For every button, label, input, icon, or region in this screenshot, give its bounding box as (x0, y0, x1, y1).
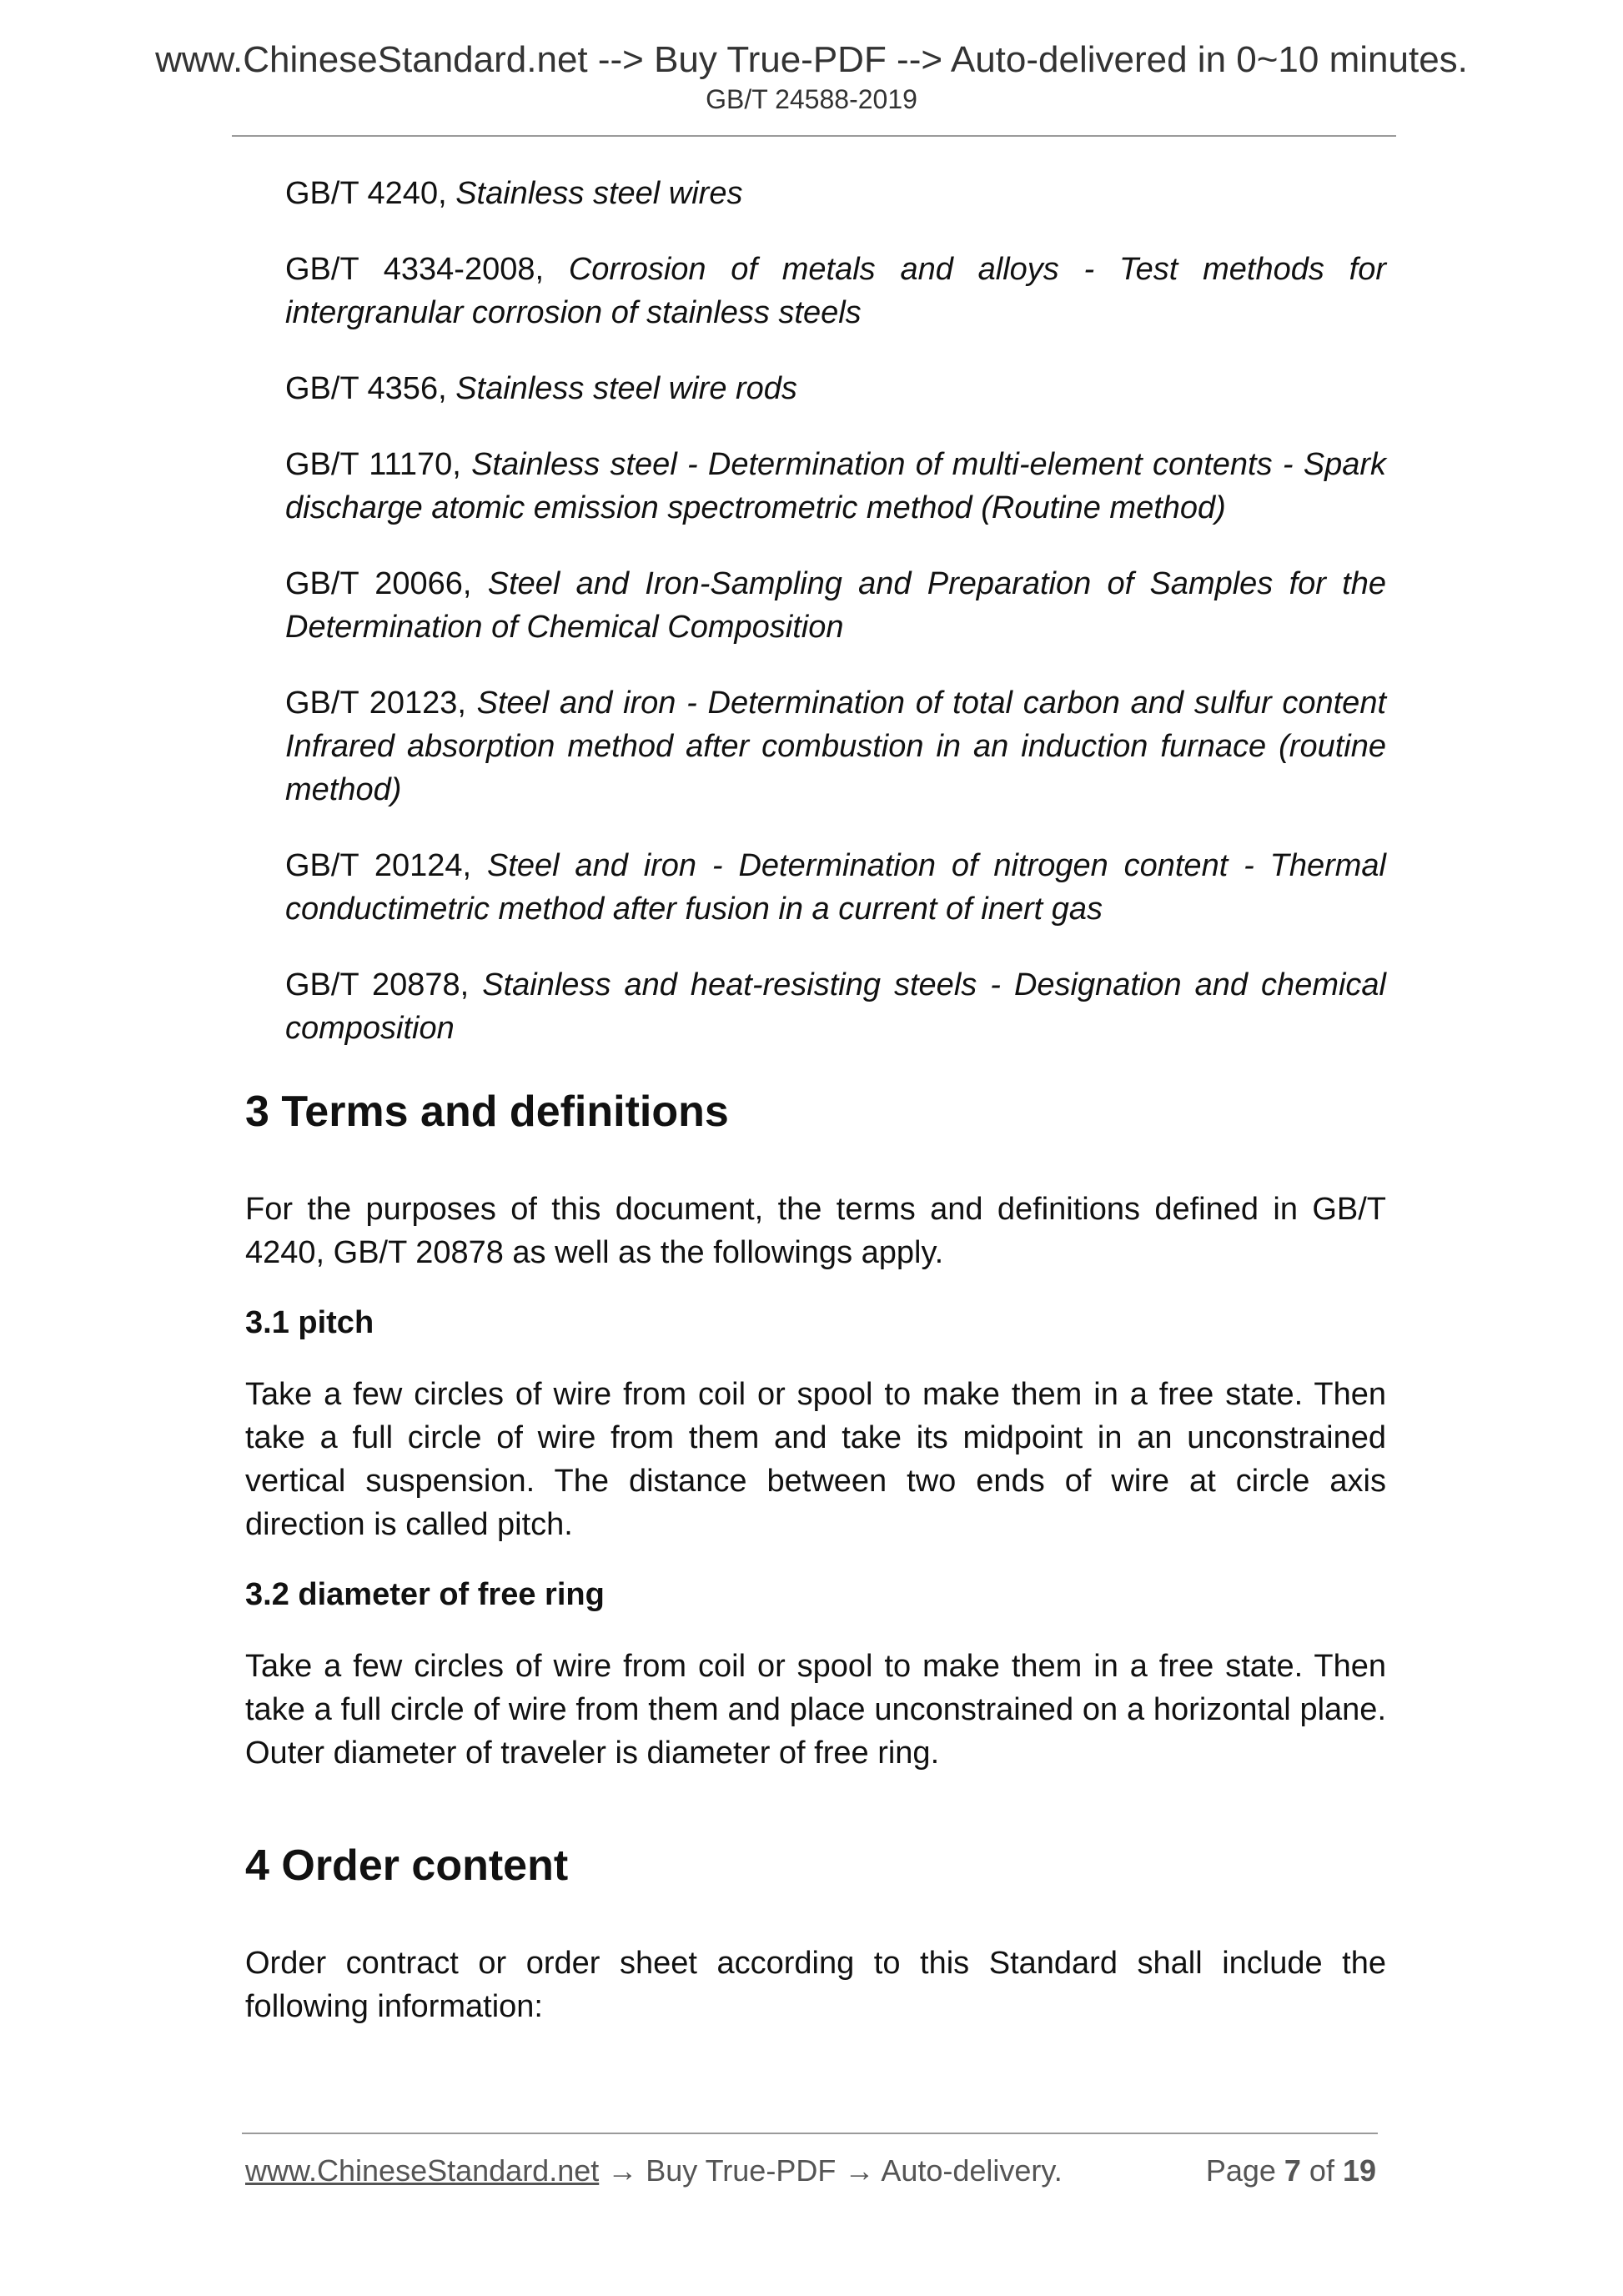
section-4-text: Order contract or order sheet according to this Standard shall include the following information: (245, 1945, 1386, 2024)
reference-item (285, 248, 1386, 334)
main-content (245, 1086, 1386, 2058)
footer-tagline: → Buy True-PDF → Auto-delivery. (599, 2153, 1063, 2188)
term-3-2-heading: 3.2 diameter of free ring (245, 1576, 605, 1612)
reference-title: Stainless steel wire rods (455, 371, 797, 406)
reference-item (285, 443, 1386, 530)
top-banner: www.ChineseStandard.net --> Buy True-PDF --> Auto-delivered in 0~10 minutes. (155, 39, 1468, 80)
reference-item (285, 681, 1386, 811)
reference-item (285, 367, 1386, 410)
section-4-heading: 4 Order content (245, 1841, 569, 1890)
reference-code: GB/T 4240, (285, 176, 456, 211)
reference-title: Stainless and heat-resisting steels - Designation and chemical composition (285, 967, 1387, 1046)
page-label: Page (1205, 2153, 1284, 2188)
header-divider (232, 135, 1396, 137)
reference-code: GB/T 20066, (285, 566, 488, 601)
reference-code: GB/T 20124, (285, 848, 487, 883)
reference-title: Stainless steel wires (455, 176, 743, 211)
page-footer (245, 2153, 1376, 2188)
page-number (1205, 2153, 1376, 2188)
section-3-intro: For the purposes of this document, the terms and definitions defined in GB/T 4240, GB/T 20878 as well as the followings apply. (245, 1192, 1386, 1271)
reference-title: Corrosion of metals and alloys - Test methods for intergranular corrosion of stainless steels (285, 252, 1386, 330)
reference-code: GB/T 4356, (285, 371, 456, 406)
section-3-heading: 3 Terms and definitions (245, 1088, 729, 1136)
reference-item (285, 172, 1386, 215)
reference-item (285, 963, 1386, 1050)
reference-code: GB/T 20123, (285, 686, 477, 721)
reference-title: Steel and iron - Determination of total carbon and sulfur content Infrared absorption method after combustion in an induction furnace (routine method) (285, 686, 1387, 807)
reference-code: GB/T 11170, (285, 447, 472, 482)
reference-title: Steel and Iron-Sampling and Preparation of Samples for the Determination of Chemical Composition (285, 566, 1387, 645)
term-3-2-definition: Take a few circles of wire from coil or spool to make them in a free state. Then take a full circle of wire from them and place unconstrained on a horizontal plane. Outer diameter of traveler is diameter of free ring. (245, 1648, 1386, 1771)
footer-divider (242, 2133, 1378, 2134)
reference-item (285, 844, 1386, 931)
reference-code: GB/T 4334-2008, (285, 252, 569, 287)
normative-references-list (285, 172, 1386, 1083)
reference-title: Stainless steel - Determination of multi-element contents - Spark discharge atomic emission spectrometric method (Routine method) (285, 447, 1387, 525)
reference-title: Steel and iron - Determination of nitrogen content - Thermal conductimetric method after fusion in a current of inert gas (285, 848, 1387, 927)
page-total: 19 (1342, 2153, 1376, 2188)
term-3-1-heading: 3.1 pitch (245, 1305, 374, 1341)
term-3-1-definition: Take a few circles of wire from coil or spool to make them in a free state. Then take a full circle of wire from them and take its midpoint in an unconstrained vertical suspension. The distance between two ends of wire at circle axis direction is called pitch. (245, 1376, 1386, 1542)
document-code: GB/T 24588-2019 (706, 84, 917, 114)
reference-item (285, 562, 1386, 649)
reference-code: GB/T 20878, (285, 967, 483, 1002)
of-label: of (1300, 2153, 1343, 2188)
page-current: 7 (1284, 2153, 1301, 2188)
footer-website-link[interactable]: www.ChineseStandard.net (245, 2153, 600, 2188)
